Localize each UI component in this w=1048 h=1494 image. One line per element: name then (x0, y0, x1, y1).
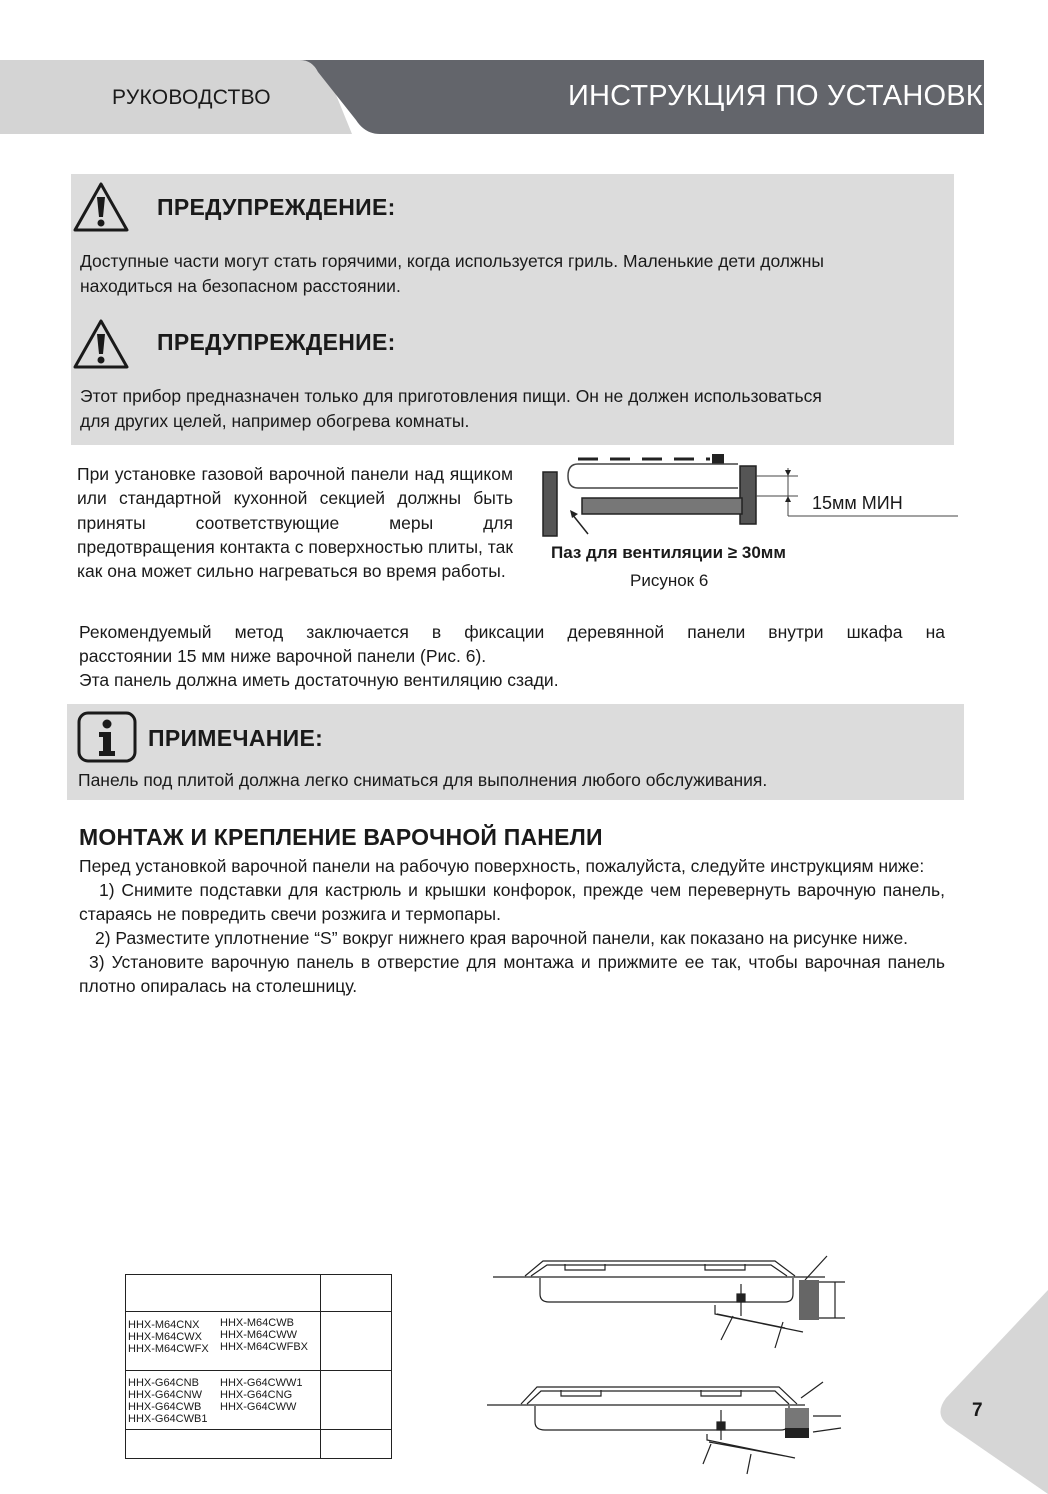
note-title: ПРИМЕЧАНИЕ: (148, 725, 324, 751)
install-paragraph: При установке газовой варочной панели над ящиком или стандартной кухонной секцией должны быть приняты соответствующие меры для предотвращения контакта с поверхностью плиты, так как она может сильно нагреваться во время работы. (77, 464, 513, 582)
header-right-label: ИНСТРУКЦИЯ ПО УСТАНОВКЕ (568, 80, 1003, 112)
warning-title-1: ПРЕДУПРЕЖДЕНИЕ: (157, 194, 396, 220)
info-icon (77, 711, 137, 763)
warning-triangle-icon (72, 180, 130, 234)
figure6-dimension-label: 15мм МИН (812, 493, 903, 513)
mounting-diagram (485, 1250, 855, 1480)
page-corner (930, 1290, 1048, 1494)
figure6-caption: Рисунок 6 (630, 571, 709, 590)
model-group2-col1: HHX-G64CNB HHX-G64CNW HHX-G64CWB HHX-G64CWB1 (128, 1377, 208, 1425)
mounting-title: МОНТАЖ И КРЕПЛЕНИЕ ВАРОЧНОЙ ПАНЕЛИ (79, 824, 603, 850)
model-group2-col2: HHX-G64CWW1 HHX-G64CNG HHX-G64CWW (220, 1377, 303, 1413)
figure6-vent-label: Паз для вентиляции ≥ 30мм (551, 543, 786, 562)
mounting-text: Перед установкой варочной панели на рабочую поверхность, пожалуйста, следуйте инструкциям ниже: 1) Снимите подставки для кастрюль и крышки конфорок, прежде чем перевернуть варочную панель, стараясь не повредить свечи розжига и термопары. 2) Разместите уплотнение “S” вокруг нижнего края варочной панели, как показано на рисунке ниже. 3) Установите варочную панель в отверстие для монтажа и прижмите ее так, чтобы варочная панель плотно опиралась на столешницу. (79, 856, 945, 996)
warning-title-2: ПРЕДУПРЕЖДЕНИЕ: (157, 329, 396, 355)
warning-triangle-icon (72, 317, 130, 371)
model-table (125, 1274, 392, 1459)
note-text: Панель под плитой должна легко сниматься для выполнения любого обслуживания. (78, 770, 768, 790)
model-group1-col2: HHX-M64CWB HHX-M64CWW HHX-M64CWFBX (220, 1317, 309, 1353)
model-group1-col1: HHX-M64CNX HHX-M64CWX HHX-M64CWFX (128, 1319, 209, 1355)
warning-text-2: Этот прибор предназначен только для приготовления пищи. Он не должен использоваться для других целей, например обогрева комнаты. (80, 386, 822, 431)
recommend-text: Рекомендуемый метод заключается в фиксации деревянной панели внутри шкафа на расстоянии 15 мм ниже варочной панели (Рис. 6). Эта панель должна иметь достаточную вентиляцию сзади. (79, 622, 945, 690)
page-number: 7 (972, 1400, 983, 1421)
warning-text-1: Доступные части могут стать горячими, когда используется гриль. Маленькие дети должны находиться на безопасном расстоянии. (80, 251, 824, 296)
header-left-label: РУКОВОДСТВО (112, 86, 271, 109)
header-banner (0, 0, 1048, 150)
